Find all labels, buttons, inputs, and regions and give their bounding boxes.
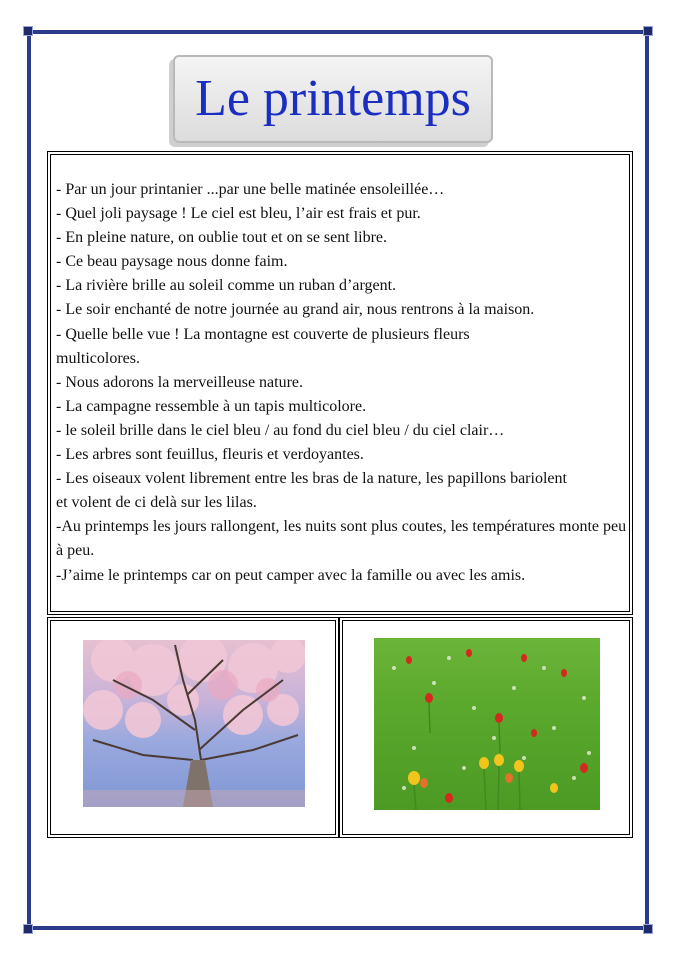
sentence: - Quel joli paysage ! Le ciel est bleu, l’air est frais et pur. [56, 205, 421, 223]
frame-corner [643, 924, 653, 934]
sentence: - Les arbres sont feuillus, fleuris et verdoyantes. [56, 446, 364, 464]
sentence: - Par un jour printanier ...par une belle matinée ensoleillée… [56, 181, 445, 198]
sentence: - Nous adorons la merveilleuse nature. [56, 373, 304, 391]
sentence-list [56, 178, 628, 588]
sentence: - En pleine nature, on oublie tout et on se sent libre. [56, 229, 388, 247]
blossoming-tree-photo [83, 640, 305, 807]
sentence: - La campagne ressemble à un tapis multicolore. [56, 397, 367, 415]
sentence: -J’aime le printemps car on peut camper avec la famille ou avec les amis. [56, 566, 526, 584]
sentence: - le soleil brille dans le ciel bleu / au fond du ciel bleu / du ciel clair… [56, 421, 505, 439]
sentence: - Les oiseaux volent librement entre les bras de la nature, les papillons bariolent et volent de ci delà sur les lilas. [56, 470, 567, 512]
sentence: -Au printemps les jours rallongent, les nuits sont plus coutes, les températures monte peu à peu. [56, 518, 627, 560]
sentence: - La rivière brille au soleil comme un ruban d’argent. [56, 277, 397, 295]
frame-corner [23, 26, 33, 36]
sentence: - Le soir enchanté de notre journée au grand air, nous rentrons à la maison. [56, 301, 535, 319]
page-title: Le printemps [195, 70, 471, 127]
title-banner [173, 55, 493, 143]
flower-meadow-photo [374, 638, 600, 810]
frame-corner [23, 924, 33, 934]
sentence: - Ce beau paysage nous donne faim. [56, 253, 288, 271]
frame-corner [643, 26, 653, 36]
sentence: - Quelle belle vue ! La montagne est couverte de plusieurs fleurs multicolores. [56, 325, 470, 367]
